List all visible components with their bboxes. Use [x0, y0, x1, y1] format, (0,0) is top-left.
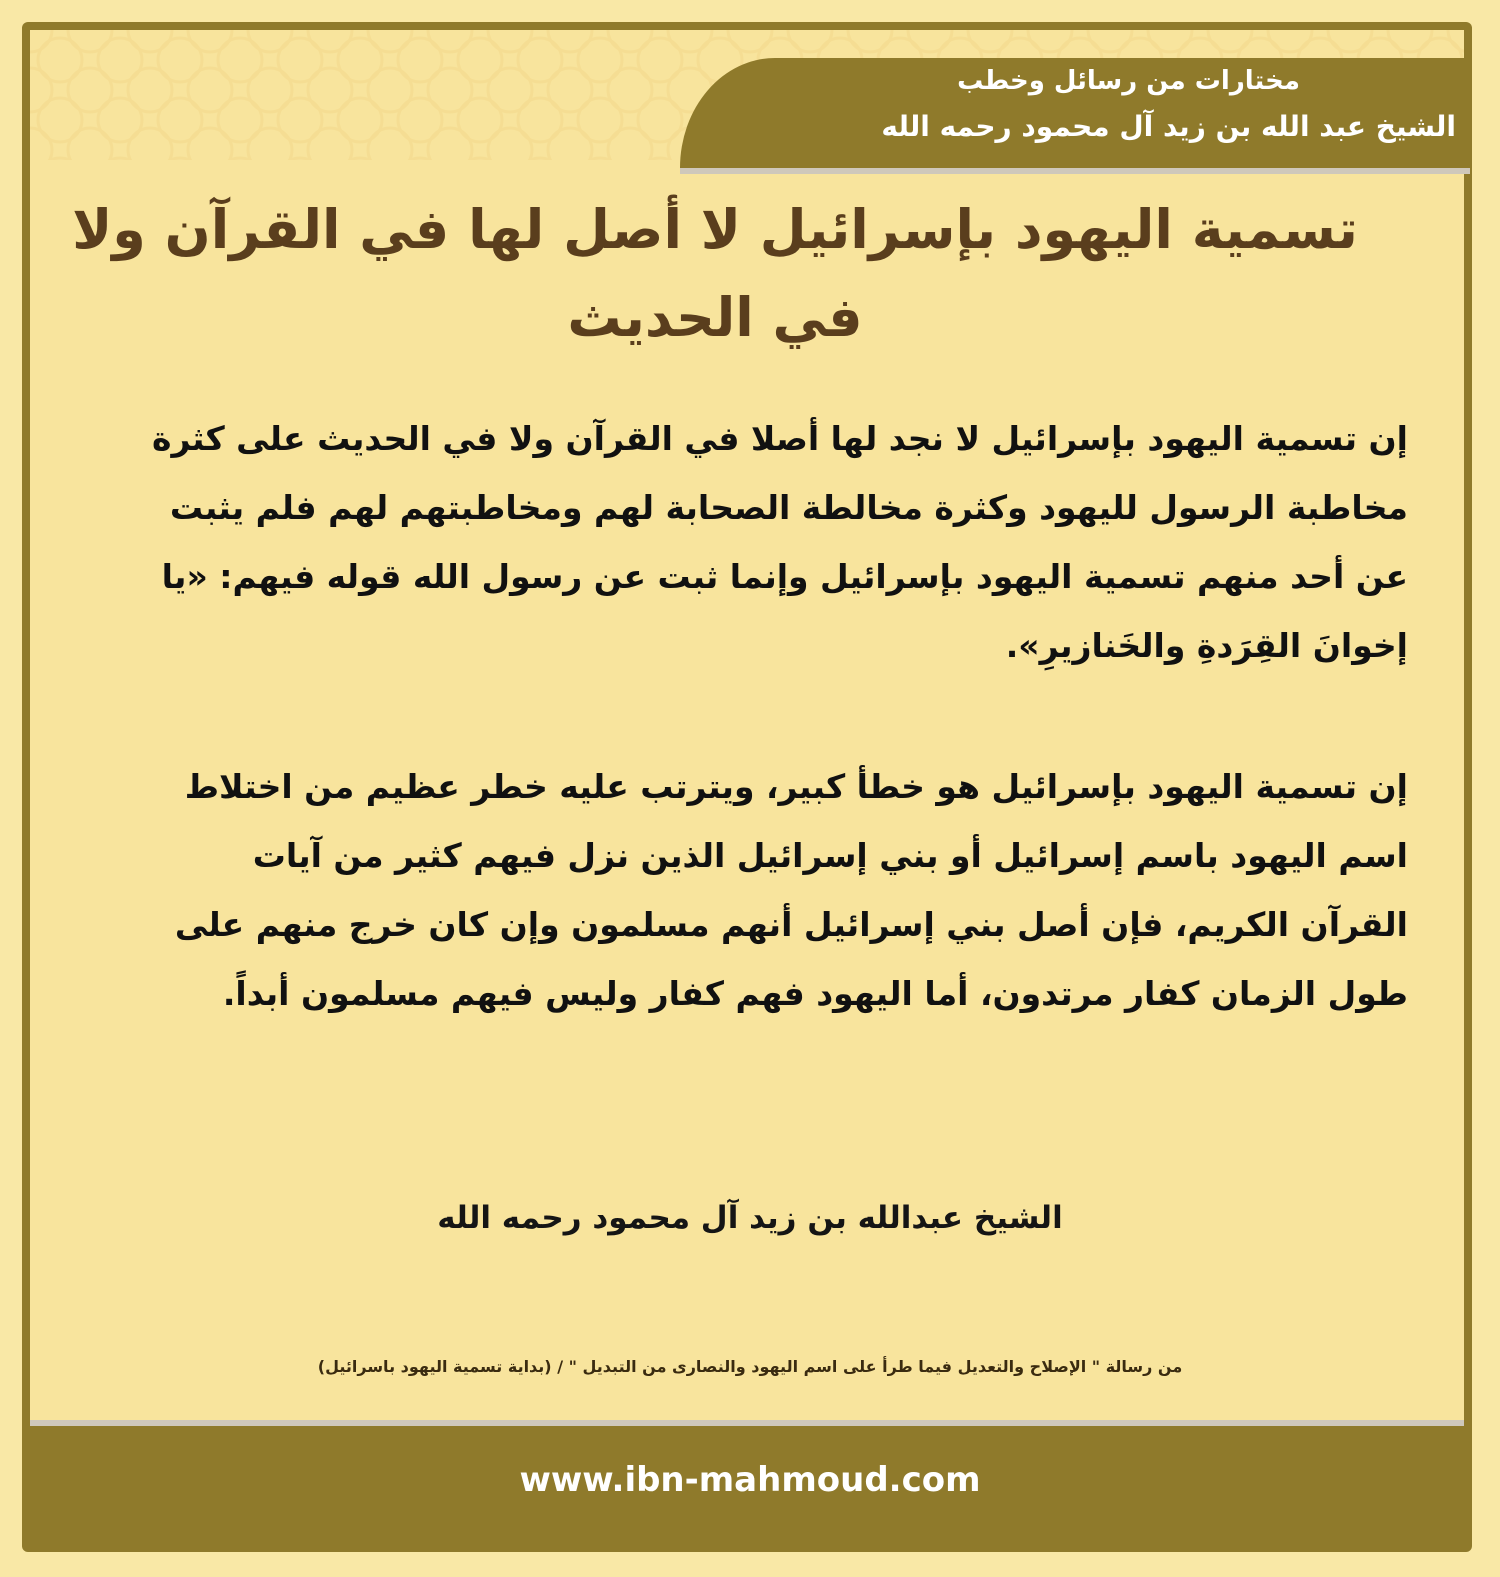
series-subtitle: مختارات من رسائل وخطب [957, 66, 1300, 96]
footer-divider [30, 1420, 1464, 1426]
paragraph-2: إن تسمية اليهود بإسرائيل هو خطأ كبير، ويترتب عليه خطر عظيم من اختلاط اسم اليهود باسم إسرائيل أو بني إسرائيل الذين نزل فيهم كثير من آيات القرآن الكريم، فإن أصل بني إسرائيل أنهم مسلمون وإن كان خرج منهم على طول الزمان كفار مرتدون، أما اليهود فهم كفار وليس فيهم مسلمون أبداً. [174, 767, 1408, 1013]
header-banner [680, 58, 1470, 168]
website-link[interactable]: www.ibn-mahmoud.com [519, 1460, 981, 1500]
paragraph-1: إن تسمية اليهود بإسرائيل لا نجد لها أصلا في القرآن ولا في الحديث على كثرة مخاطبة الرسول لليهود وكثرة مخالطة الصحابة لهم ومخاطبتهم لهم فلم يثبت عن أحد منهم تسمية اليهود بإسرائيل وإنما ثبت عن رسول الله قوله فيهم: «يا إخوانَ القِرَدةِ والخَنازيرِ». [152, 419, 1408, 665]
article-title: تسمية اليهود بإسرائيل لا أصل لها في القرآن ولا في الحديث [72, 198, 1358, 349]
banner-divider [680, 168, 1470, 174]
source-citation: من رسالة " الإصلاح والتعديل فيما طرأ على اسم اليهود والنصارى من التبديل " / (بداية تسمية اليهود باسرائيل) [317, 1357, 1183, 1376]
header-author-name: الشيخ عبد الله بن زيد آل محمود رحمه الله [881, 110, 1456, 143]
signature: الشيخ عبدالله بن زيد آل محمود رحمه الله [437, 1200, 1063, 1236]
